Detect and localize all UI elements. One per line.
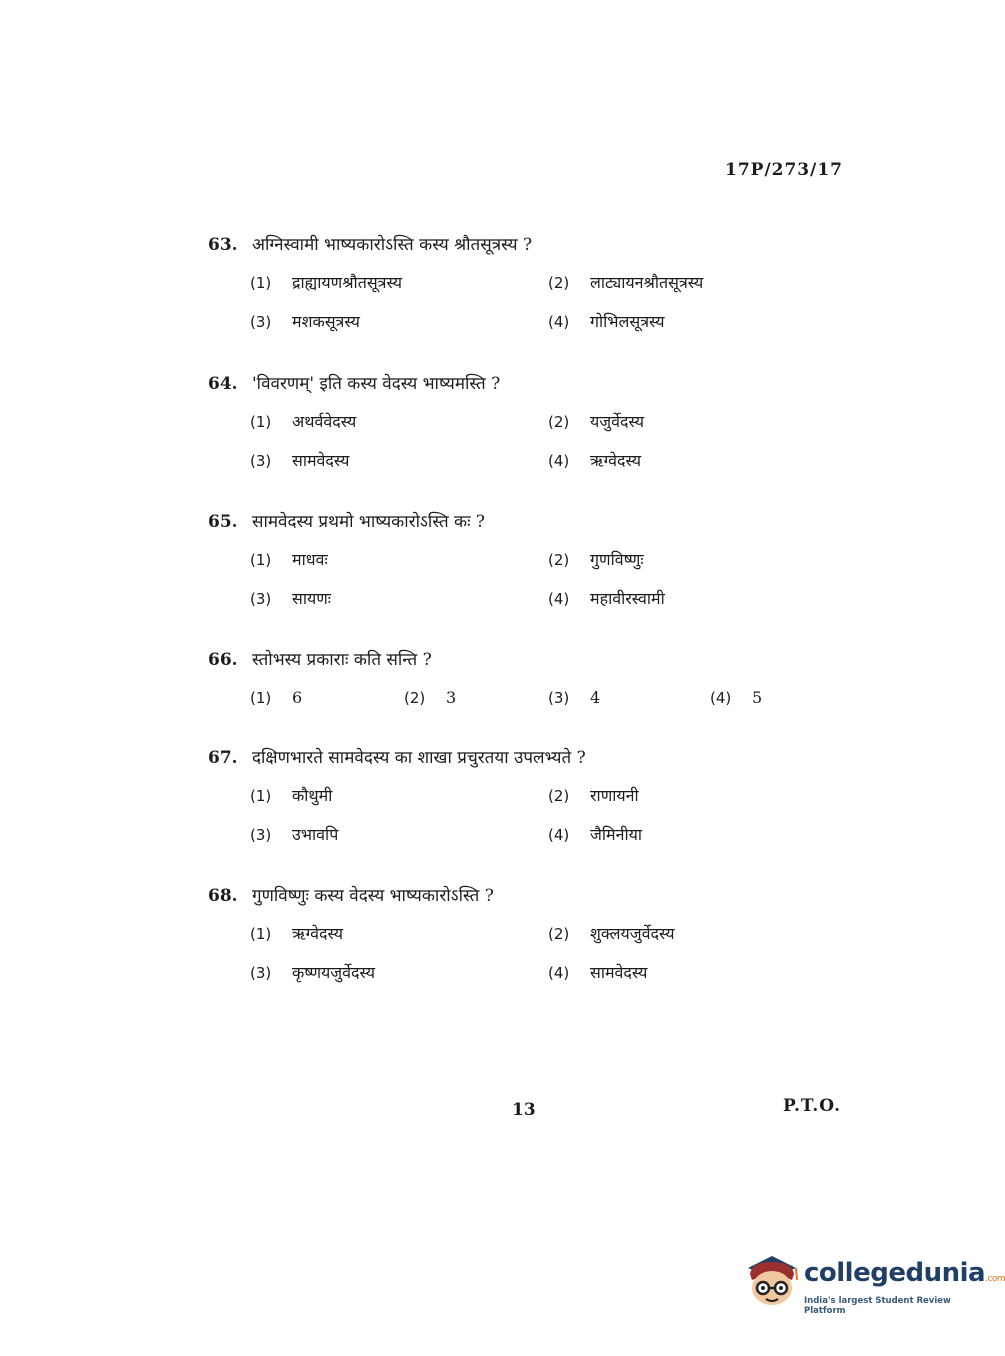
question-64 <box>208 369 848 485</box>
question-number: 63. <box>208 235 238 255</box>
option-3: (3) कृष्णयजुर्वेदस्य <box>250 963 376 982</box>
option-2: (2) लाट्यायनश्रौतसूत्रस्य <box>548 273 704 292</box>
question-number: 65. <box>208 512 238 532</box>
options-grid <box>208 781 848 859</box>
options-grid <box>208 268 848 346</box>
question-67 <box>208 743 848 859</box>
page-number: 13 <box>512 1100 536 1120</box>
question-text: अग्निस्वामी भाष्यकारोऽस्ति कस्य श्रौतसूत्रस्य ? <box>252 235 533 255</box>
option-3: (3) उभावपि <box>250 825 339 844</box>
question-text: 'विवरणम्' इति कस्य वेदस्य भाष्यमस्ति ? <box>252 374 501 394</box>
option-1: (1) कौथुमी <box>250 786 333 805</box>
option-3: (3) सामवेदस्य <box>250 451 350 470</box>
option-3: (3) 4 <box>548 688 601 707</box>
option-1: (1) द्राह्यायणश्रौतसूत्रस्य <box>250 273 402 292</box>
paper-code: 17P/273/17 <box>725 160 844 180</box>
brand-tagline: India's largest Student Review Platform <box>804 1296 951 1316</box>
brand-name: collegedunia.com <box>804 1258 1005 1288</box>
option-1: (1) 6 <box>250 688 303 707</box>
collegedunia-watermark <box>742 1250 1005 1320</box>
question-stem <box>208 507 848 537</box>
mascot-logo-icon <box>742 1250 802 1320</box>
option-2: (2) शुक्लयजुर्वेदस्य <box>548 924 675 943</box>
option-4: (4) सामवेदस्य <box>548 963 648 982</box>
option-2: (2) 3 <box>404 688 457 707</box>
question-number: 67. <box>208 748 238 768</box>
options-grid <box>208 545 848 623</box>
option-2: (2) राणायनी <box>548 786 639 805</box>
question-number: 64. <box>208 374 238 394</box>
pto-label: P.T.O. <box>783 1096 841 1116</box>
option-3: (3) मशकसूत्रस्य <box>250 312 360 331</box>
question-stem <box>208 645 848 675</box>
question-text: स्तोभस्य प्रकाराः कति सन्ति ? <box>252 650 432 670</box>
question-number: 68. <box>208 886 238 906</box>
question-stem <box>208 881 848 911</box>
question-stem <box>208 743 848 773</box>
option-2: (2) यजुर्वेदस्य <box>548 412 645 431</box>
question-text: दक्षिणभारते सामवेदस्य का शाखा प्रचुरतया उपलभ्यते ? <box>252 748 586 768</box>
question-text: गुणविष्णुः कस्य वेदस्य भाष्यकारोऽस्ति ? <box>252 886 494 906</box>
option-1: (1) ऋग्वेदस्य <box>250 924 344 943</box>
option-2: (2) गुणविष्णुः <box>548 550 644 569</box>
question-68 <box>208 881 848 997</box>
option-1: (1) माधवः <box>250 550 328 569</box>
question-stem <box>208 369 848 399</box>
options-grid <box>208 919 848 997</box>
question-text: सामवेदस्य प्रथमो भाष्यकारोऽस्ति कः ? <box>252 512 486 532</box>
option-4: (4) महावीरस्वामी <box>548 589 665 608</box>
option-3: (3) सायणः <box>250 589 332 608</box>
option-4: (4) गोभिलसूत्रस्य <box>548 312 665 331</box>
option-1: (1) अथर्ववेदस्य <box>250 412 357 431</box>
option-4: (4) जैमिनीया <box>548 825 643 844</box>
options-row <box>208 683 848 723</box>
option-4: (4) 5 <box>710 688 763 707</box>
options-grid <box>208 407 848 485</box>
question-66 <box>208 645 848 723</box>
question-63 <box>208 230 848 346</box>
question-stem <box>208 230 848 260</box>
question-65 <box>208 507 848 623</box>
question-number: 66. <box>208 650 238 670</box>
option-4: (4) ऋग्वेदस्य <box>548 451 642 470</box>
